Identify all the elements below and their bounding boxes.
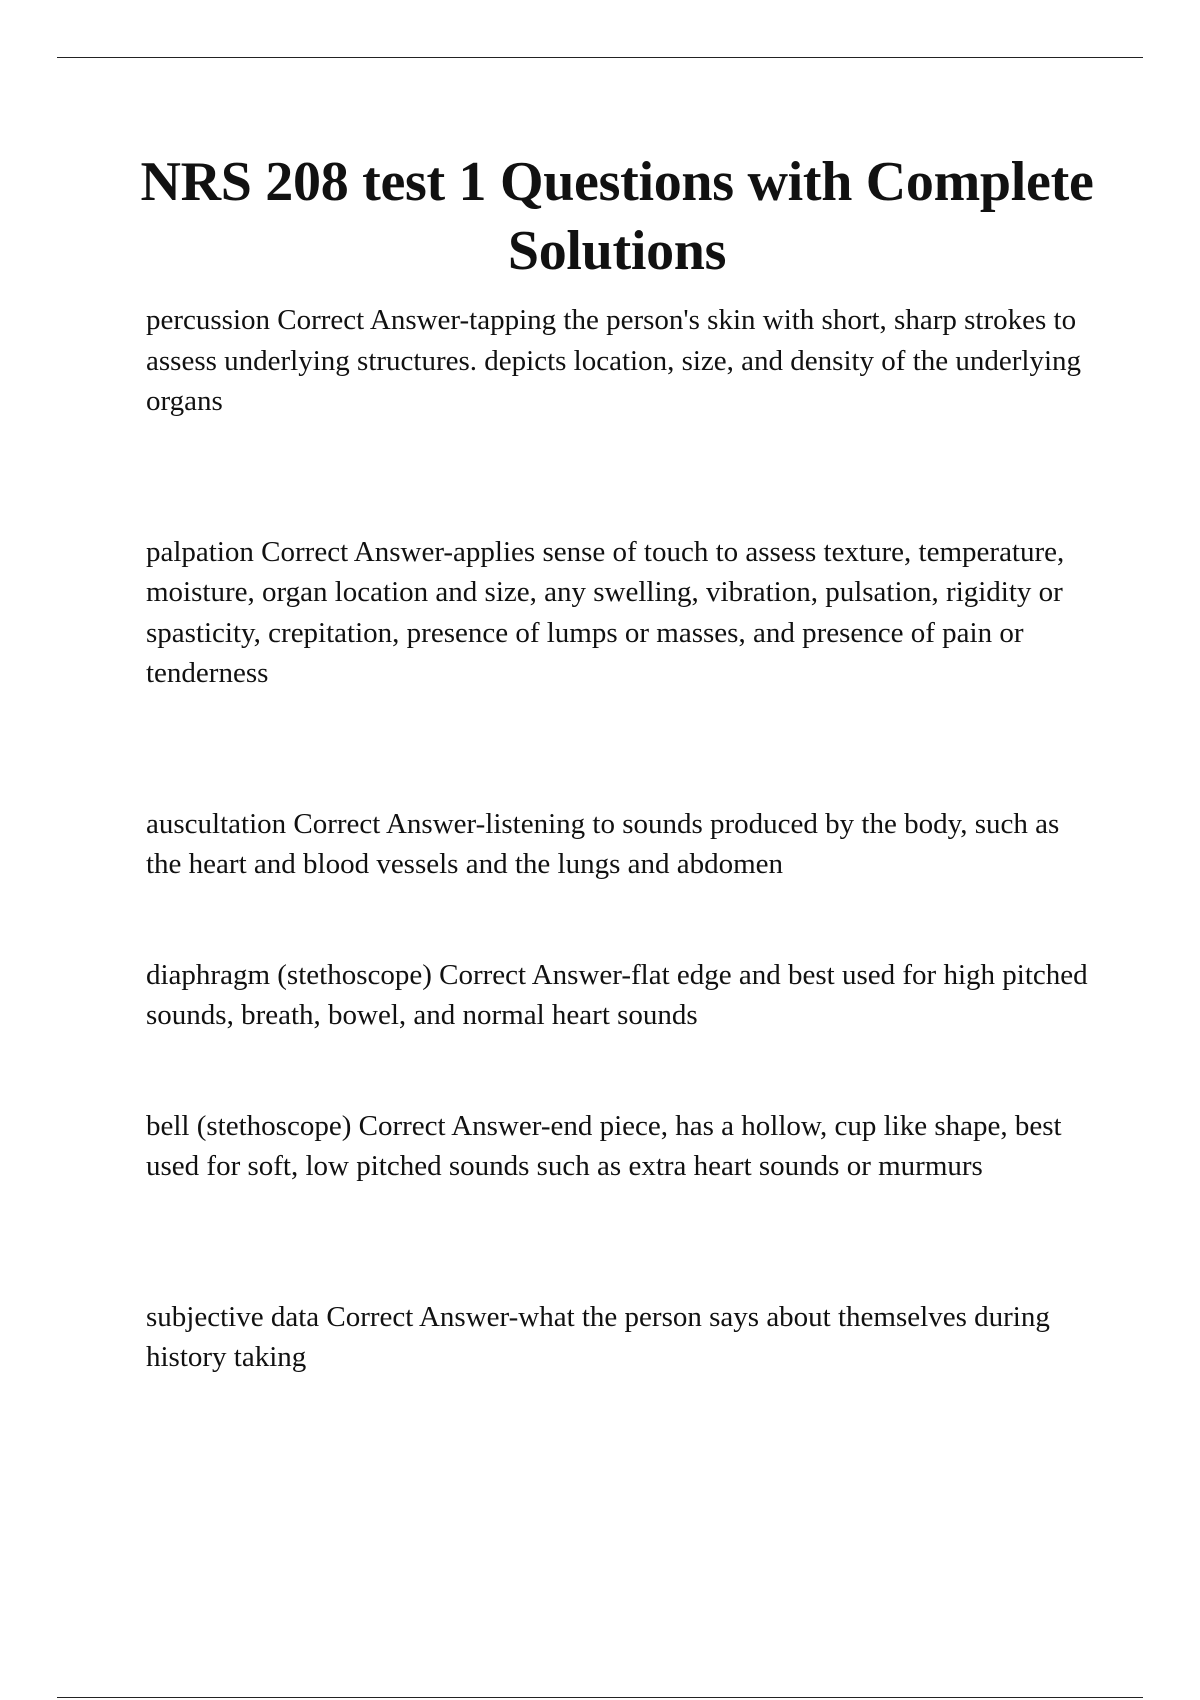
bottom-divider [57, 1697, 1143, 1698]
qa-entry-subjective-data: subjective data Correct Answer-what the person says about themselves during history taking [146, 1300, 1050, 1373]
top-divider [57, 57, 1143, 58]
qa-entry-diaphragm: diaphragm (stethoscope) Correct Answer-flat edge and best used for high pitched sounds, breath, bowel, and normal heart sounds [146, 958, 1088, 1031]
document-title: NRS 208 test 1 Questions with Complete Solutions [140, 151, 1094, 282]
qa-entry-palpation: palpation Correct Answer-applies sense of touch to assess texture, temperature, moisture, organ location and size, any swelling, vibration, pulsation, rigidity or spasticity, crepitation, presence of lumps or masses, and presence of pain or tenderness [146, 535, 1065, 689]
qa-entry-percussion: percussion Correct Answer-tapping the person's skin with short, sharp strokes to assess underlying structures. depicts location, size, and density of the underlying organs [146, 304, 1082, 417]
qa-list [146, 300, 1096, 1378]
qa-entry-bell: bell (stethoscope) Correct Answer-end piece, has a hollow, cup like shape, best used for soft, low pitched sounds such as extra heart sounds or murmurs [146, 1109, 1062, 1182]
qa-entry-auscultation: auscultation Correct Answer-listening to sounds produced by the body, such as the heart and blood vessels and the lungs and abdomen [146, 807, 1060, 880]
